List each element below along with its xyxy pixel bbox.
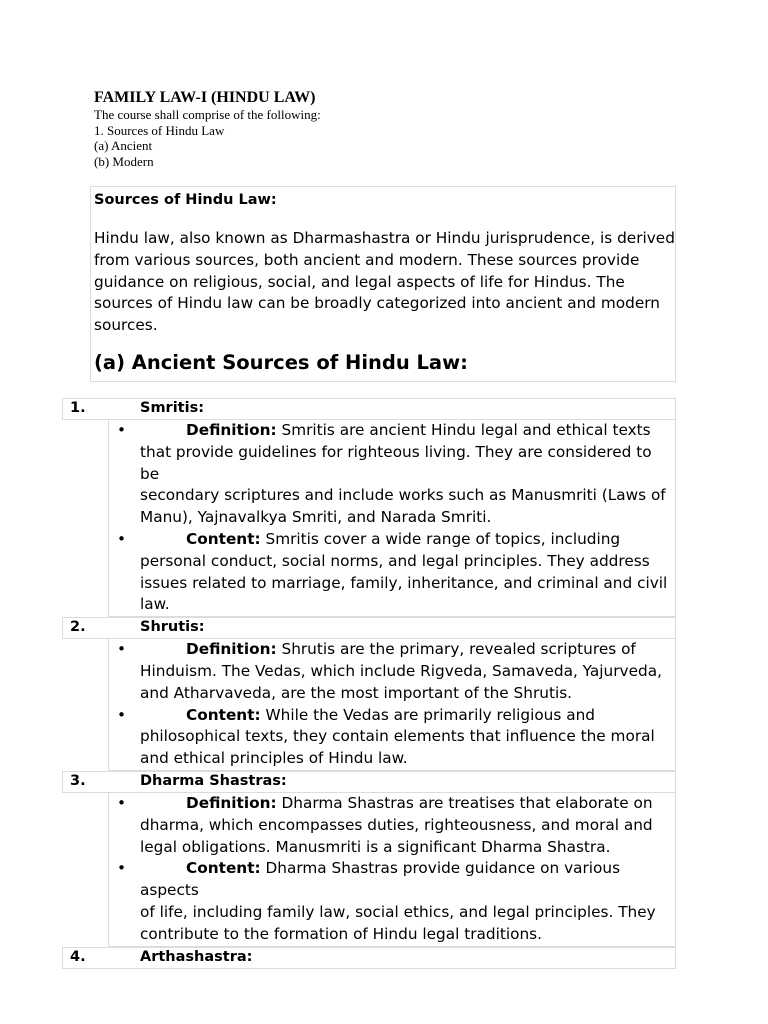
bullet-item bbox=[109, 529, 675, 616]
item-label: Arthashastra: bbox=[140, 948, 253, 965]
bullet-list bbox=[108, 639, 676, 771]
bullet-term: Definition: bbox=[186, 421, 277, 439]
bullet-term: Content: bbox=[186, 529, 261, 548]
bullet-text: Dharma Shastras provide guidance on various aspects of life, including family law, social ethics, and legal principles. They contribute to the formation of Hindu legal traditions. bbox=[140, 859, 656, 943]
bullet-dot-icon: • bbox=[117, 705, 127, 724]
bullet-term: Definition: bbox=[186, 640, 277, 659]
bullet-text: Smritis are ancient Hindu legal and ethical texts that provide guidelines for righteous living. They are considered to be secondary scriptures and include works such as Manusmriti (Laws of Manu), Yajnavalkya Smriti, and Narada Smriti. bbox=[140, 421, 666, 527]
bullet-item bbox=[109, 705, 675, 770]
intro-section bbox=[90, 186, 676, 382]
source-item-row bbox=[62, 398, 676, 420]
item-number: 1. bbox=[70, 400, 86, 416]
bullet-dot-icon: • bbox=[117, 793, 127, 812]
item-number: 2. bbox=[70, 619, 86, 636]
bullet-item bbox=[109, 639, 675, 704]
bullet-text: Shrutis are the primary, revealed scriptures of Hinduism. The Vedas, which include Rigveda, Samaveda, Yajurveda, and Atharvaveda, are the most important of the Shrutis. bbox=[140, 640, 662, 702]
bullet-item bbox=[109, 793, 675, 858]
item-label: Shrutis: bbox=[140, 619, 205, 636]
course-intro-line: The course shall comprise of the following: bbox=[94, 107, 321, 122]
bullet-term: Content: bbox=[186, 705, 261, 724]
item-label: Dharma Shastras: bbox=[140, 772, 287, 789]
course-subitem-modern: (b) Modern bbox=[94, 153, 154, 169]
sources-list bbox=[62, 398, 676, 969]
bullet-list bbox=[108, 793, 676, 947]
bullet-list bbox=[108, 420, 676, 617]
intro-heading: Sources of Hindu Law: bbox=[94, 192, 277, 208]
bullet-dot-icon: • bbox=[117, 859, 127, 878]
source-item-row bbox=[62, 617, 676, 639]
source-item-row bbox=[62, 947, 676, 969]
section-heading: (a) Ancient Sources of Hindu Law: bbox=[94, 350, 468, 374]
bullet-term: Content: bbox=[186, 859, 261, 878]
course-item-sources: 1. Sources of Hindu Law bbox=[94, 122, 225, 138]
item-number: 3. bbox=[70, 772, 86, 789]
source-item-row bbox=[62, 771, 676, 793]
document-title: FAMILY LAW-I (HINDU LAW) bbox=[94, 89, 316, 106]
item-label: Smritis: bbox=[140, 400, 205, 416]
document-header bbox=[94, 89, 321, 169]
bullet-item bbox=[109, 420, 675, 529]
bullet-item bbox=[109, 858, 675, 945]
bullet-dot-icon: • bbox=[117, 640, 127, 659]
bullet-text: Dharma Shastras are treatises that elaborate on dharma, which encompasses duties, righteousness, and moral and legal obligations. Manusmriti is a significant Dharma Shastra. bbox=[140, 793, 653, 856]
intro-paragraph: Hindu law, also known as Dharmashastra or Hindu jurisprudence, is derived from various sources, both ancient and modern. These sources provide guidance on religious, social, and legal aspects of life for Hindus. The sources of Hindu law can be broadly categorized into ancient and modern sources. bbox=[94, 229, 675, 335]
bullet-text: While the Vedas are primarily religious and philosophical texts, they contain elements that influence the moral and ethical principles of Hindu law. bbox=[140, 705, 655, 768]
course-subitem-ancient: (a) Ancient bbox=[94, 138, 153, 153]
bullet-dot-icon: • bbox=[117, 421, 127, 439]
bullet-text: Smritis cover a wide range of topics, including personal conduct, social norms, and legal principles. They address issues related to marriage, family, inheritance, and criminal and civil law. bbox=[140, 529, 668, 614]
bullet-term: Definition: bbox=[186, 793, 277, 812]
item-number: 4. bbox=[70, 948, 86, 965]
bullet-dot-icon: • bbox=[117, 529, 127, 548]
